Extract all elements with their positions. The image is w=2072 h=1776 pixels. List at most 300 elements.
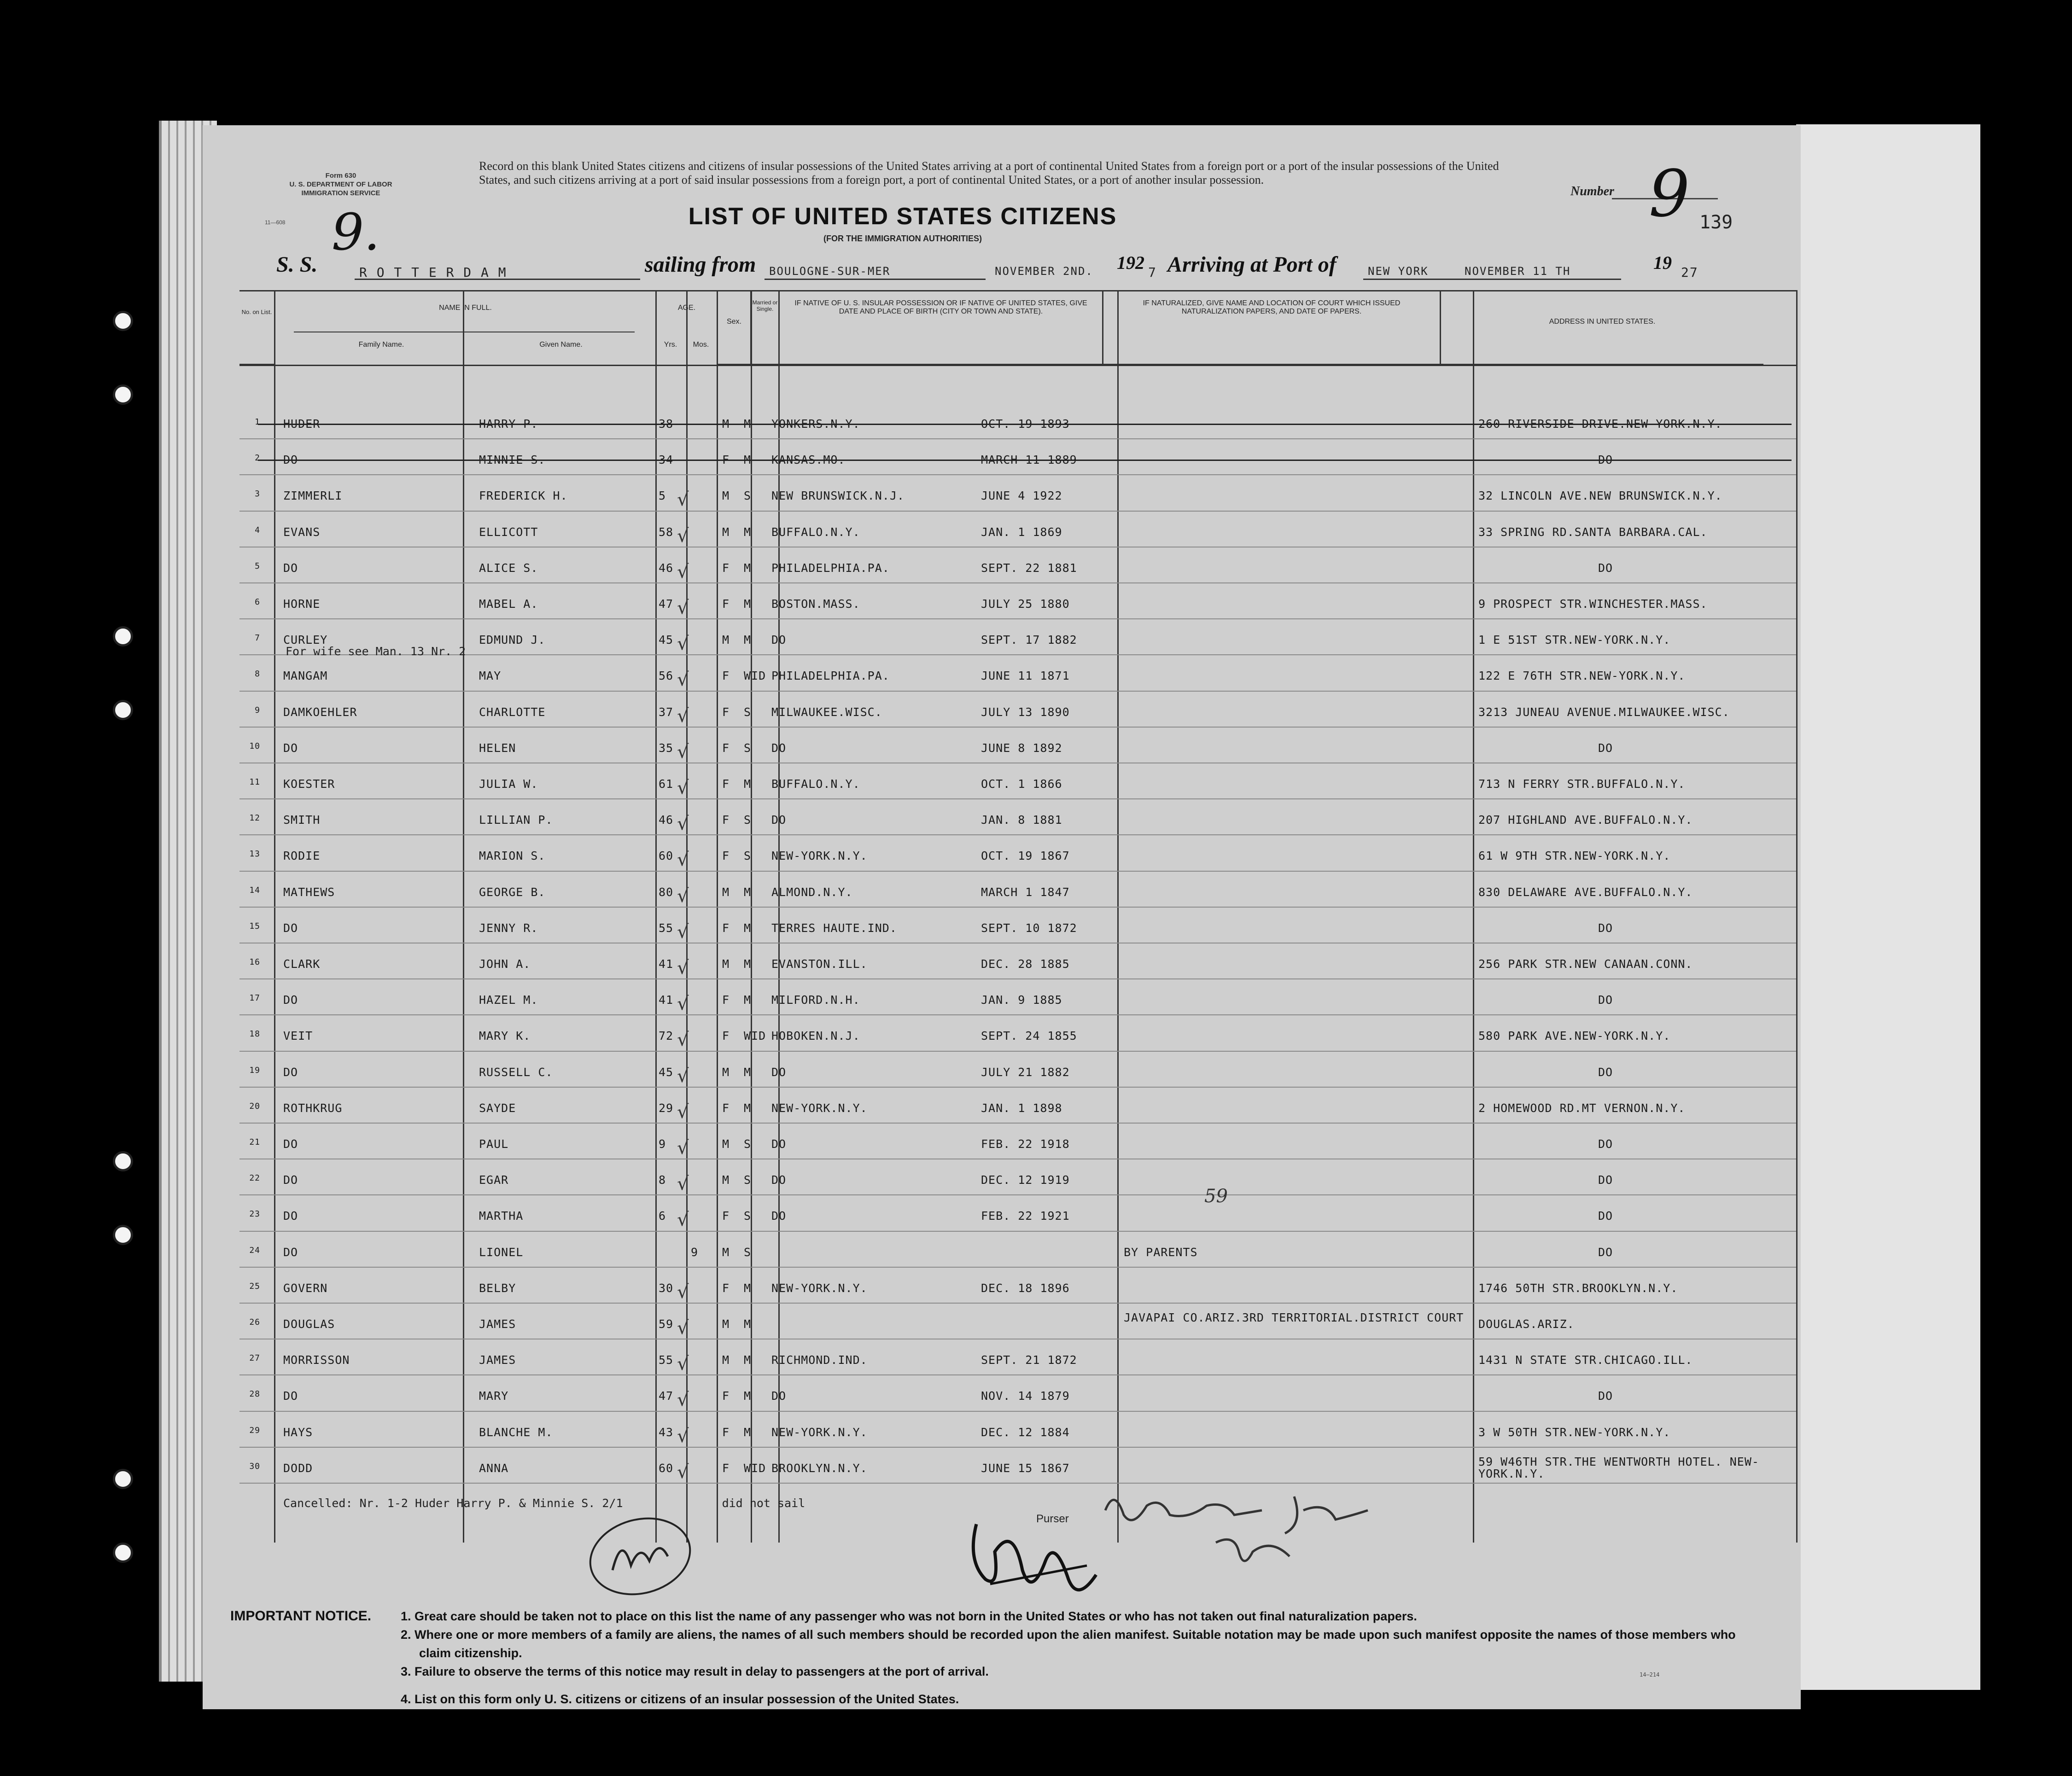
address: DO [1598, 1209, 1613, 1223]
check-mark-icon: √ [677, 1317, 689, 1339]
check-mark-icon: √ [677, 1029, 689, 1051]
sex: M [722, 525, 730, 539]
family-name: HORNE [283, 597, 321, 611]
birth-date: JULY 25 1880 [981, 597, 1070, 611]
table-row [0, 658, 2072, 691]
check-mark-icon: √ [677, 597, 689, 618]
birth-place: RICHMOND.IND. [771, 1353, 868, 1367]
marital-status: WID [744, 669, 766, 683]
birth-date: DEC. 12 1884 [981, 1425, 1070, 1439]
row-rule [239, 1447, 1796, 1448]
header-birth-info: IF NATIVE OF U. S. INSULAR POSSESSION OR IF NATIVE OF UNITED STATES, GIVE DATE AND PLACE OF BIRTH (CITY OR TOWN AND STATE). [780, 290, 1103, 365]
sex: F [722, 705, 730, 719]
handwritten-list-number: 9 [1649, 157, 1690, 232]
address: 260 RIVERSIDE DRIVE.NEW-YORK.N.Y. [1478, 417, 1722, 431]
table-row [0, 586, 2072, 618]
table-row [0, 1415, 2072, 1447]
birth-place: NEW-YORK.N.Y. [771, 1101, 868, 1115]
table-row [0, 514, 2072, 547]
form-number: Form 630 [325, 172, 356, 180]
row-rule [239, 438, 1796, 439]
table-row [0, 982, 2072, 1015]
row-rule [239, 1231, 1796, 1232]
check-mark-icon: √ [677, 525, 689, 547]
given-name: PAUL [479, 1137, 509, 1151]
punch-hole [113, 1543, 133, 1563]
given-name: MARY [479, 1389, 509, 1403]
table-row [0, 1270, 2072, 1303]
address: DO [1598, 993, 1613, 1007]
row-number: 5 [255, 561, 260, 571]
birth-date: JAN. 8 1881 [981, 813, 1062, 827]
sex: F [722, 561, 730, 575]
given-name: JOHN A. [479, 957, 531, 971]
family-name: DO [283, 1245, 298, 1259]
row-number: 14 [249, 885, 260, 895]
marital-status: WID [744, 1461, 766, 1475]
given-name: LILLIAN P. [479, 813, 553, 827]
check-mark-icon: √ [677, 921, 689, 943]
table-row [0, 1054, 2072, 1087]
family-name: EVANS [283, 525, 321, 539]
age-years: 60 [659, 1461, 674, 1475]
ship-info-line [276, 252, 1741, 283]
ship-name: R O T T E R D A M [359, 265, 507, 280]
row-rule [239, 511, 1796, 512]
sex: F [722, 1029, 730, 1043]
family-name: DO [283, 453, 298, 467]
table-row [0, 1090, 2072, 1123]
sex: F [722, 597, 730, 611]
underline [355, 279, 640, 280]
sex: F [722, 849, 730, 863]
ss-label: S. S. [276, 252, 318, 277]
row-number: 12 [249, 813, 260, 823]
sex: M [722, 1317, 730, 1331]
naturalization: JAVAPAI CO.ARIZ.3RD TERRITORIAL.DISTRICT COURT [1124, 1311, 1464, 1324]
family-name: MORRISSON [283, 1353, 350, 1367]
check-mark-icon: √ [677, 885, 689, 907]
marital-status: M [744, 1317, 752, 1331]
age-years: 41 [659, 957, 674, 971]
row-number: 10 [249, 741, 260, 751]
birth-place: KANSAS.MO. [771, 453, 846, 467]
sex: M [722, 1245, 730, 1259]
birth-place: PHILADELPHIA.PA. [771, 561, 890, 575]
address: DO [1598, 1173, 1613, 1187]
birth-date: SEPT. 22 1881 [981, 561, 1077, 575]
check-mark-icon: √ [677, 705, 689, 727]
table-row [0, 730, 2072, 763]
address: DO [1598, 1389, 1613, 1403]
birth-place: ALMOND.N.Y. [771, 885, 853, 899]
address: 9 PROSPECT STR.WINCHESTER.MASS. [1478, 597, 1708, 611]
sex: M [722, 489, 730, 503]
birth-date: OCT. 1 1866 [981, 777, 1062, 791]
naturalization: BY PARENTS [1124, 1245, 1198, 1259]
header-name-group [275, 290, 657, 349]
wife-note: For wife see Man. 13 Nr. 2 [286, 645, 466, 658]
age-years: 41 [659, 993, 674, 1007]
row-rule [239, 1087, 1796, 1088]
birth-date: SEPT. 24 1855 [981, 1029, 1077, 1043]
sex: F [722, 669, 730, 683]
marital-status: M [744, 1389, 752, 1403]
address: DO [1598, 453, 1613, 467]
row-rule [239, 1411, 1796, 1412]
marital-status: S [744, 1173, 752, 1187]
marital-status: M [744, 921, 752, 935]
row-rule [239, 618, 1796, 619]
birth-place: BUFFALO.N.Y. [771, 525, 860, 539]
sex: M [722, 417, 730, 431]
row-number: 27 [249, 1353, 260, 1363]
signature-stamp [571, 1501, 709, 1612]
address: 256 PARK STR.NEW CANAAN.CONN. [1478, 957, 1693, 971]
arrival-port: NEW YORK [1368, 265, 1429, 278]
age-years: 6 [659, 1209, 666, 1223]
family-name: SMITH [283, 813, 321, 827]
row-number: 28 [249, 1389, 260, 1399]
address: 1746 50TH STR.BROOKLYN.N.Y. [1478, 1281, 1678, 1295]
row-number: 17 [249, 993, 260, 1003]
notice-item-3: 3. Failure to observe the terms of this notice may result in delay to passengers at the port of arrival. [401, 1665, 989, 1678]
given-name: MARION S. [479, 849, 546, 863]
check-mark-icon: √ [677, 1209, 689, 1231]
address: 207 HIGHLAND AVE.BUFFALO.N.Y. [1478, 813, 1693, 827]
row-rule [239, 798, 1796, 799]
row-number: 20 [249, 1101, 260, 1111]
birth-date: JULY 21 1882 [981, 1065, 1070, 1079]
given-name: ALICE S. [479, 561, 538, 575]
birth-date: JAN. 1 1898 [981, 1101, 1062, 1115]
birth-date: SEPT. 21 1872 [981, 1353, 1077, 1367]
birth-date: MARCH 1 1847 [981, 885, 1070, 899]
header-yrs: Yrs. [664, 341, 677, 349]
address: 713 N FERRY STR.BUFFALO.N.Y. [1478, 777, 1686, 791]
header-bottom-rule [239, 365, 1796, 366]
birth-place: NEW-YORK.N.Y. [771, 849, 868, 863]
marital-status: M [744, 885, 752, 899]
birth-place: DO [771, 813, 787, 827]
sex: M [722, 957, 730, 971]
given-name: EGAR [479, 1173, 509, 1187]
row-number: 16 [249, 957, 260, 967]
table-row [0, 766, 2072, 798]
birth-place: NEW-YORK.N.Y. [771, 1425, 868, 1439]
row-number: 9 [255, 705, 260, 715]
birth-place: NEW BRUNSWICK.N.J. [771, 489, 905, 503]
row-number: 21 [249, 1137, 260, 1147]
address: 3 W 50TH STR.NEW-YORK.N.Y. [1478, 1425, 1671, 1439]
birth-place: MILFORD.N.H. [771, 993, 860, 1007]
row-number: 19 [249, 1065, 260, 1075]
family-name: DO [283, 1137, 298, 1151]
address: DO [1598, 561, 1613, 575]
row-number: 15 [249, 921, 260, 931]
family-name: DO [283, 561, 298, 575]
birth-place: BUFFALO.N.Y. [771, 777, 860, 791]
birth-date: OCT. 19 1893 [981, 417, 1070, 431]
given-name: ANNA [479, 1461, 509, 1475]
birth-place: EVANSTON.ILL. [771, 957, 868, 971]
age-years: 34 [659, 453, 674, 467]
birth-date: DEC. 12 1919 [981, 1173, 1070, 1187]
birth-date: OCT. 19 1867 [981, 849, 1070, 863]
marital-status: M [744, 1281, 752, 1295]
table-row [0, 406, 2072, 432]
given-name: MINNIE S. [479, 453, 546, 467]
given-name: GEORGE B. [479, 885, 546, 899]
birth-place: DO [771, 1389, 787, 1403]
sex: M [722, 885, 730, 899]
family-name: GOVERN [283, 1281, 328, 1295]
row-number: 24 [249, 1245, 260, 1255]
row-number: 26 [249, 1317, 260, 1327]
marital-status: M [744, 525, 752, 539]
purser-label: Purser [1036, 1513, 1069, 1525]
sex: M [722, 1065, 730, 1079]
punch-hole [113, 311, 133, 331]
address: 1431 N STATE STR.CHICAGO.ILL. [1478, 1353, 1693, 1367]
row-rule [239, 1123, 1796, 1124]
address: 59 W46TH STR.THE WENTWORTH HOTEL. NEW-YORK.N.Y. [1478, 1455, 1759, 1480]
row-number: 4 [255, 525, 260, 535]
check-mark-icon: √ [677, 669, 689, 691]
check-mark-icon: √ [677, 1425, 689, 1447]
address: DO [1598, 1137, 1613, 1151]
row-number: 2 [255, 453, 260, 463]
row-rule [239, 1014, 1796, 1015]
sex: M [722, 1137, 730, 1151]
address: 1 E 51ST STR.NEW-YORK.N.Y. [1478, 633, 1671, 647]
given-name: CHARLOTTE [479, 705, 546, 719]
header-married-single: Married or Single. [752, 290, 780, 365]
age-years: 61 [659, 777, 674, 791]
check-mark-icon: √ [677, 957, 689, 978]
age-years: 38 [659, 417, 674, 431]
given-name: JENNY R. [479, 921, 538, 935]
address: 3213 JUNEAU AVENUE.MILWAUKEE.WISC. [1478, 705, 1730, 719]
departure-date: NOVEMBER 2ND. [995, 265, 1093, 278]
table-row [0, 442, 2072, 468]
given-name: JAMES [479, 1317, 516, 1331]
age-years: 29 [659, 1101, 674, 1115]
handwritten-mark: 59 [1204, 1186, 1228, 1207]
marital-status: M [744, 957, 752, 971]
table-row [0, 1306, 2072, 1339]
address: DO [1598, 741, 1613, 755]
birth-date: NOV. 14 1879 [981, 1389, 1070, 1403]
header-sex: Sex. [718, 290, 752, 365]
family-name: HUDER [283, 417, 321, 431]
sex: F [722, 813, 730, 827]
marital-status: M [744, 1425, 752, 1439]
marital-status: M [744, 993, 752, 1007]
age-years: 80 [659, 885, 674, 899]
address: DOUGLAS.ARIZ. [1478, 1317, 1575, 1331]
table-row [0, 1234, 2072, 1260]
notice-item-1: 1. Great care should be taken not to place on this list the name of any passenger who was not born in the United States or who has not taken out final naturalization papers. [401, 1609, 1417, 1623]
family-name: MATHEWS [283, 885, 335, 899]
row-rule [239, 474, 1796, 475]
given-name: RUSSELL C. [479, 1065, 553, 1079]
family-name: KOESTER [283, 777, 335, 791]
departure-year-prefix: 192 [1117, 252, 1144, 273]
sex: F [722, 777, 730, 791]
age-years: 45 [659, 1065, 674, 1079]
page-title: LIST OF UNITED STATES CITIZENS [688, 203, 1117, 230]
family-name: DAMKOEHLER [283, 705, 357, 719]
header-address: ADDRESS IN UNITED STATES. [1441, 290, 1763, 365]
marital-status: M [744, 1353, 752, 1367]
age-years: 58 [659, 525, 674, 539]
birth-date: MARCH 11 1889 [981, 453, 1077, 467]
sex: F [722, 1389, 730, 1403]
marital-status: S [744, 1209, 752, 1223]
birth-date: FEB. 22 1918 [981, 1137, 1070, 1151]
marital-status: M [744, 597, 752, 611]
birth-date: DEC. 18 1896 [981, 1281, 1070, 1295]
strike-through-line [258, 424, 1792, 425]
underline [1363, 279, 1621, 280]
birth-date: SEPT. 17 1882 [981, 633, 1077, 647]
header-no: No. on List. [239, 290, 275, 365]
birth-place: PHILADELPHIA.PA. [771, 669, 890, 683]
row-rule [239, 1374, 1796, 1375]
row-rule [239, 871, 1796, 872]
sex: F [722, 1425, 730, 1439]
sex: M [722, 633, 730, 647]
birth-place: BROOKLYN.N.Y. [771, 1461, 868, 1475]
given-name: HARRY P. [479, 417, 538, 431]
important-notice [230, 1607, 1750, 1708]
table-row [0, 1450, 2072, 1483]
row-rule [239, 691, 1796, 692]
punch-hole [113, 384, 133, 405]
row-number: 1 [255, 417, 260, 427]
cancellation-note [283, 1496, 805, 1510]
address: 32 LINCOLN AVE.NEW BRUNSWICK.N.Y. [1478, 489, 1722, 503]
marital-status: M [744, 453, 752, 467]
given-name: MARY K. [479, 1029, 531, 1043]
sex: M [722, 1353, 730, 1367]
record-instructions: Record on this blank United States citizens and citizens of insular possessions of the United States arriving at a port of continental United States from a foreign port or a port of the insular possessions of the United States, and such citizens arriving at a port of said insular possessions from a foreign port, a port of continental United States, or a port of another insular possession. [479, 159, 1499, 186]
notice-code: 14—214 [1640, 1671, 1660, 1678]
family-name: CURLEY [283, 633, 328, 647]
marital-status: WID [744, 1029, 766, 1043]
family-name: DO [283, 921, 298, 935]
marital-status: S [744, 1137, 752, 1151]
family-name: DO [283, 993, 298, 1007]
purser-signature [958, 1496, 1110, 1616]
row-number: 29 [249, 1425, 260, 1435]
age-years: 35 [659, 741, 674, 755]
row-rule [239, 907, 1796, 908]
row-number: 18 [249, 1029, 260, 1039]
check-mark-icon: √ [677, 1173, 689, 1195]
check-mark-icon: √ [677, 993, 689, 1015]
marital-status: S [744, 705, 752, 719]
birth-date: JAN. 1 1869 [981, 525, 1062, 539]
birth-date: JUNE 15 1867 [981, 1461, 1070, 1475]
age-years: 46 [659, 561, 674, 575]
age-years: 59 [659, 1317, 674, 1331]
family-name: DO [283, 1173, 298, 1187]
age-years: 8 [659, 1173, 666, 1187]
check-mark-icon: √ [677, 1065, 689, 1087]
row-rule [239, 834, 1796, 835]
birth-place: DO [771, 741, 787, 755]
birth-date: JULY 13 1890 [981, 705, 1070, 719]
birth-date: JUNE 11 1871 [981, 669, 1070, 683]
age-years: 60 [659, 849, 674, 863]
sex: F [722, 1209, 730, 1223]
number-label: Number [1570, 184, 1614, 198]
given-name: JULIA W. [479, 777, 538, 791]
notice-item-2: 2. Where one or more members of a family are aliens, the names of all such members should be recorded upon the alien manifest. Suitable notation may be made upon such manifest opposite the names of those members who claim citizenship. [401, 1628, 1736, 1660]
underline [765, 279, 986, 280]
check-mark-icon: √ [677, 1281, 689, 1303]
arrival-year: 27 [1681, 265, 1698, 280]
service-name: IMMIGRATION SERVICE [301, 189, 380, 197]
marital-status: S [744, 741, 752, 755]
family-name: HAYS [283, 1425, 313, 1439]
table-row [0, 1198, 2072, 1231]
table-row [0, 1378, 2072, 1411]
birth-date: JAN. 9 1885 [981, 993, 1062, 1007]
sailing-label: sailing from [645, 252, 756, 277]
age-years: 55 [659, 921, 674, 935]
birth-place: DO [771, 633, 787, 647]
address: 122 E 76TH STR.NEW-YORK.N.Y. [1478, 669, 1686, 683]
departure-year: 7 [1148, 265, 1157, 280]
header-given-name: Given Name. [539, 341, 583, 349]
form-identifier [258, 171, 424, 198]
check-mark-icon: √ [677, 777, 689, 798]
birth-place: DO [771, 1137, 787, 1151]
check-mark-icon: √ [677, 1389, 689, 1411]
birth-place: TERRES HAUTE.IND. [771, 921, 897, 935]
age-years: 37 [659, 705, 674, 719]
marital-status: S [744, 849, 752, 863]
header-name-in-full: NAME IN FULL. [439, 304, 492, 312]
page-subtitle: (FOR THE IMMIGRATION AUTHORITIES) [823, 234, 982, 243]
check-mark-icon: √ [677, 561, 689, 582]
arrival-date: NOVEMBER 11 TH [1465, 265, 1571, 278]
sex: F [722, 741, 730, 755]
header-mos: Mos. [693, 341, 709, 349]
birth-date: SEPT. 10 1872 [981, 921, 1077, 935]
age-years: 55 [659, 1353, 674, 1367]
marital-status: M [744, 633, 752, 647]
address: DO [1598, 1245, 1613, 1259]
given-name: MAY [479, 669, 502, 683]
check-mark-icon: √ [677, 741, 689, 763]
row-rule [239, 1483, 1796, 1484]
table-row [0, 478, 2072, 511]
row-number: 7 [255, 633, 260, 643]
age-years: 46 [659, 813, 674, 827]
birth-date: JUNE 8 1892 [981, 741, 1062, 755]
marital-status: M [744, 1101, 752, 1115]
given-name: LIONEL [479, 1245, 524, 1259]
check-mark-icon: √ [677, 849, 689, 871]
cancelled-text: Cancelled: Nr. 1-2 Huder Harry P. & Minnie S. 2/1 [283, 1496, 623, 1510]
age-years: 5 [659, 489, 666, 503]
marital-status: S [744, 489, 752, 503]
check-mark-icon: √ [677, 1353, 689, 1375]
